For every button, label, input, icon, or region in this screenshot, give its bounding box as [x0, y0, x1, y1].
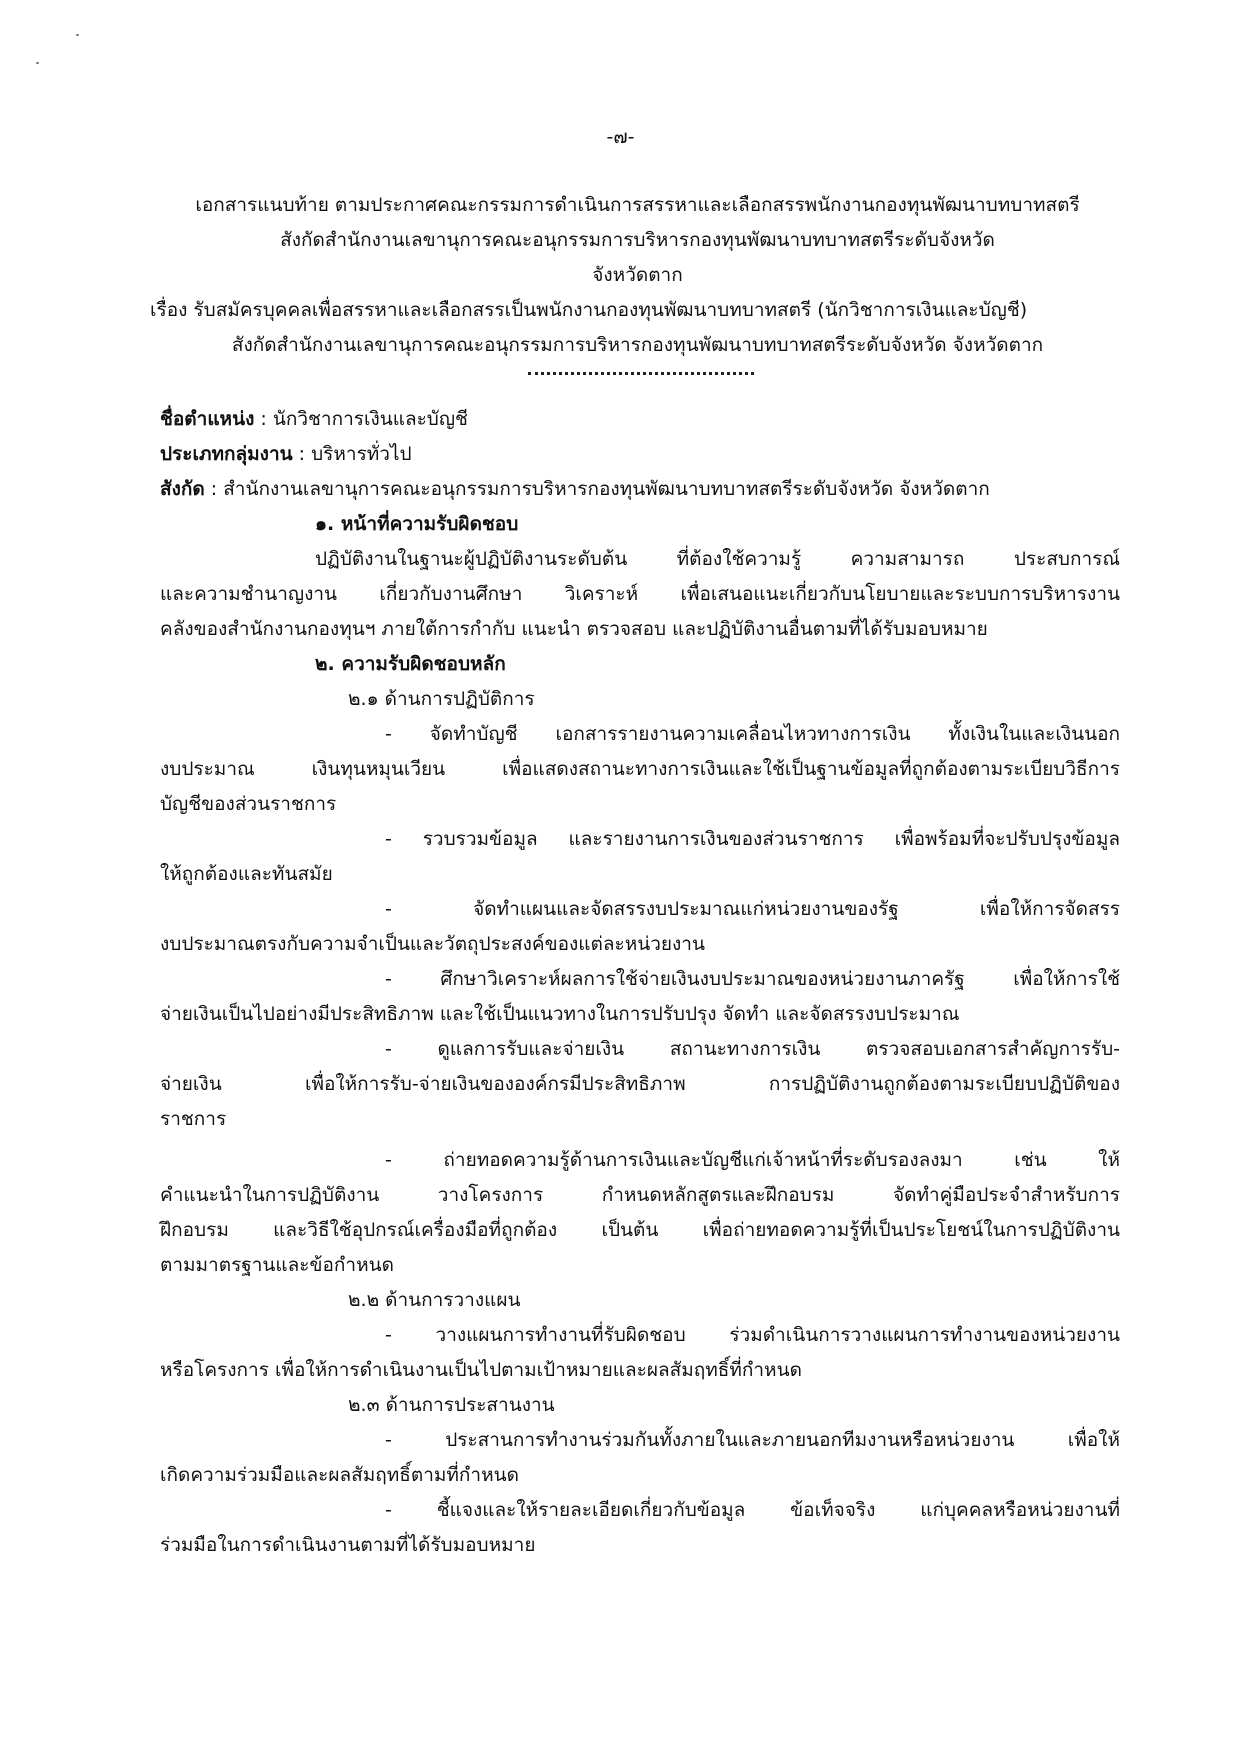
page-number: -๗- [606, 126, 635, 148]
position-label: ชื่อตำแหน่ง [160, 408, 255, 430]
bullet-line: เกิดความร่วมมือและผลสัมฤทธิ์ตามที่กำหนด [160, 1464, 519, 1486]
bullet-line: คำแนะนำในการปฏิบัติงาน วางโครงการ กำหนดหลักสูตรและฝึกอบรม จัดทำคู่มือประจำสำหรับการ [160, 1184, 1120, 1206]
affiliation-value: : สำนักงานเลขานุการคณะอนุกรรมการบริหารกองทุนพัฒนาบทบาทสตรีระดับจังหวัด จังหวัดตาก [204, 478, 990, 500]
affiliation-label: สังกัด [160, 478, 205, 500]
subsection-2-2-title: ๒.๒ ด้านการวางแผน [348, 1289, 521, 1311]
section-1-text: ปฏิบัติงานในฐานะผู้ปฏิบัติงานระดับต้น ที่ต้องใช้ความรู้ ความสามารถ ประสบการณ์ [315, 548, 1120, 570]
subsection-2-3-title: ๒.๓ ด้านการประสานงาน [348, 1394, 555, 1416]
bullet-line: - ดูแลการรับและจ่ายเงิน สถานะทางการเงิน ตรวจสอบเอกสารสำคัญการรับ- [385, 1038, 1120, 1060]
scan-speck [36, 62, 39, 64]
section-1-title: ๑. หน้าที่ความรับผิดชอบ [315, 513, 519, 535]
bullet-line: - จัดทำแผนและจัดสรรงบประมาณแก่หน่วยงานของรัฐ เพื่อให้การจัดสรร [385, 898, 1120, 920]
bullet-line: จ่ายเงินเป็นไปอย่างมีประสิทธิภาพ และใช้เป็นแนวทางในการปรับปรุง จัดทำ และจัดสรรงบประมาณ [160, 1003, 960, 1025]
header-subject: เรื่อง รับสมัครบุคคลเพื่อสรรหาและเลือกสรรเป็นพนักงานกองทุนพัฒนาบทบาทสตรี (นักวิชาการเงินและบัญชี) [150, 299, 1028, 321]
group-row [160, 437, 1120, 472]
scan-specks [36, 34, 96, 84]
bullet-line: - ชี้แจงและให้รายละเอียดเกี่ยวกับข้อมูล ข้อเท็จจริง แก่บุคคลหรือหน่วยงานที่ [385, 1499, 1120, 1521]
document-body [160, 402, 1120, 1563]
bullet-line: - ประสานการทำงานร่วมกันทั้งภายในและภายนอกทีมงานหรือหน่วยงาน เพื่อให้ [385, 1429, 1120, 1451]
section-1-text: คลังของสำนักงานกองทุนฯ ภายใต้การกำกับ แนะนำ ตรวจสอบ และปฏิบัติงานอื่นตามที่ได้รับมอบหมาย [160, 618, 988, 640]
bullet-line: - รวบรวมข้อมูล และรายงานการเงินของส่วนราชการ เพื่อพร้อมที่จะปรับปรุงข้อมูล [385, 828, 1120, 850]
bullet-line: - จัดทำบัญชี เอกสารรายงานความเคลื่อนไหวทางการเงิน ทั้งเงินในและเงินนอก [385, 723, 1120, 745]
header-subject-2: สังกัดสำนักงานเลขานุการคณะอนุกรรมการบริหารกองทุนพัฒนาบทบาทสตรีระดับจังหวัด จังหวัดตาก [231, 334, 1044, 356]
bullet-line: - ถ่ายทอดความรู้ด้านการเงินและบัญชีแก่เจ้าหน้าที่ระดับรองลงมา เช่น ให้ [385, 1149, 1120, 1171]
bullet-line: หรือโครงการ เพื่อให้การดำเนินงานเป็นไปตามเป้าหมายและผลสัมฤทธิ์ที่กำหนด [160, 1359, 802, 1381]
document-header [150, 188, 1125, 363]
header-line-2: สังกัดสำนักงานเลขานุการคณะอนุกรรมการบริหารกองทุนพัฒนาบทบาทสตรีระดับจังหวัด [280, 229, 995, 251]
bullet-line: ตามมาตรฐานและข้อกำหนด [160, 1254, 394, 1276]
scan-speck [76, 34, 79, 36]
group-label: ประเภทกลุ่มงาน [160, 443, 293, 465]
affiliation-row [160, 472, 1120, 507]
position-value: : นักวิชาการเงินและบัญชี [254, 408, 468, 430]
bullet-line: - ศึกษาวิเคราะห์ผลการใช้จ่ายเงินงบประมาณของหน่วยงานภาครัฐ เพื่อให้การใช้ [385, 968, 1120, 990]
bullet-line: - วางแผนการทำงานที่รับผิดชอบ ร่วมดำเนินการวางแผนการทำงานของหน่วยงาน [385, 1324, 1120, 1346]
subsection-2-1-title: ๒.๑ ด้านการปฏิบัติการ [348, 688, 535, 710]
bullet-line: ให้ถูกต้องและทันสมัย [160, 863, 333, 885]
section-1-text: และความชำนาญงาน เกี่ยวกับงานศึกษา วิเคราะห์ เพื่อเสนอแนะเกี่ยวกับนโยบายและระบบการบริหารงาน [160, 583, 1120, 605]
position-row [160, 402, 1120, 437]
bullet-line: ฝึกอบรม และวิธีใช้อุปกรณ์เครื่องมือที่ถูกต้อง เป็นต้น เพื่อถ่ายทอดความรู้ที่เป็นประโยชน์ในการปฏิบัติงาน [160, 1219, 1120, 1241]
bullet-line: ราชการ [160, 1108, 227, 1130]
bullet-line: จ่ายเงิน เพื่อให้การรับ-จ่ายเงินขององค์กรมีประสิทธิภาพ การปฏิบัติงานถูกต้องตามระเบียบปฏิบัติของ [160, 1073, 1120, 1095]
section-2-title: ๒. ความรับผิดชอบหลัก [315, 653, 506, 675]
bullet-line: บัญชีของส่วนราชการ [160, 793, 337, 815]
bullet-line: ร่วมมือในการดำเนินงานตามที่ได้รับมอบหมาย [160, 1534, 536, 1556]
bullet-line: งบประมาณตรงกับความจำเป็นและวัตถุประสงค์ของแต่ละหน่วยงาน [160, 933, 705, 955]
group-value: : บริหารทั่วไป [292, 443, 412, 465]
header-line-3: จังหวัดตาก [592, 264, 683, 286]
bullet-line: งบประมาณ เงินทุนหมุนเวียน เพื่อแสดงสถานะทางการเงินและใช้เป็นฐานข้อมูลที่ถูกต้องตามระเบียบวิธีการ [160, 758, 1120, 780]
dotted-divider [528, 372, 754, 375]
header-line-1: เอกสารแนบท้าย ตามประกาศคณะกรรมการดำเนินการสรรหาและเลือกสรรพนักงานกองทุนพัฒนาบทบาทสตรี [195, 194, 1080, 216]
